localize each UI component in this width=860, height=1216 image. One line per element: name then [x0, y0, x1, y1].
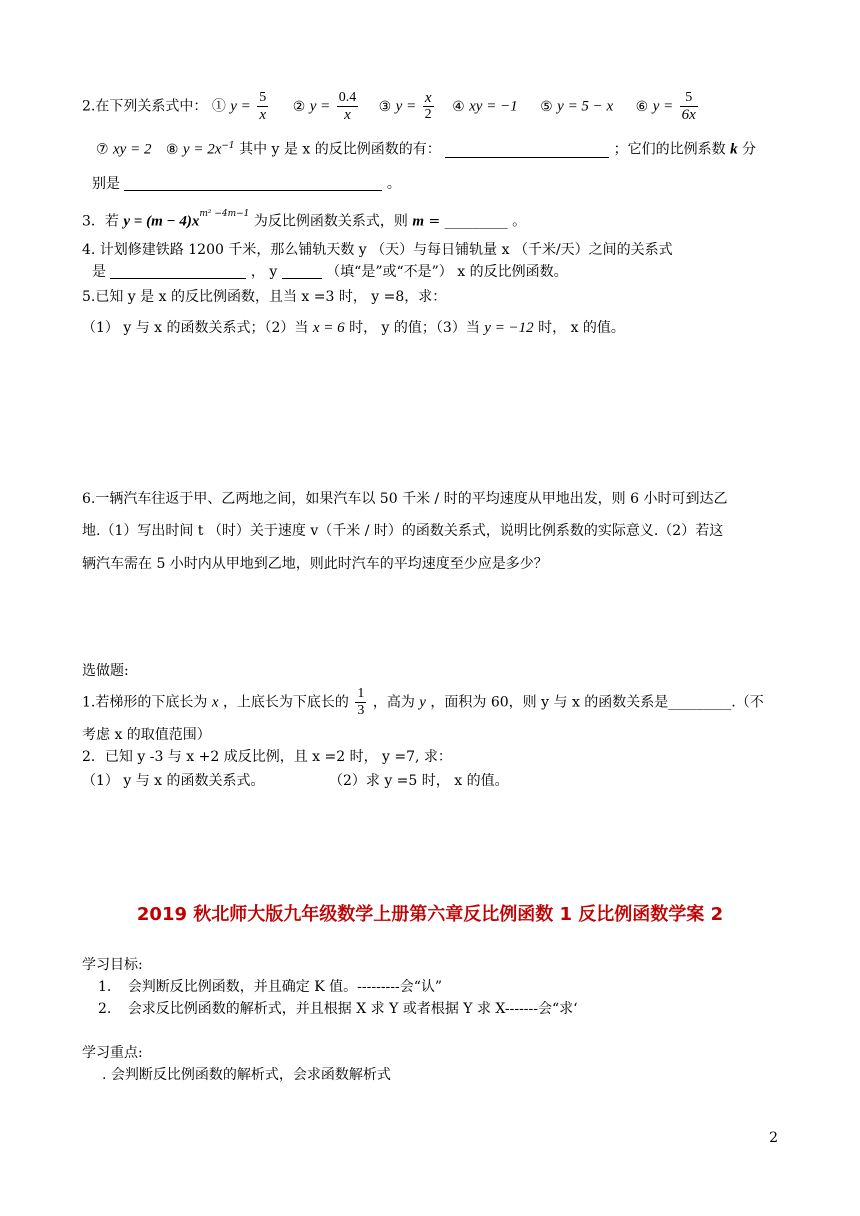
q2-line2 [96, 142, 756, 158]
denominator: x [337, 106, 359, 123]
q4-mid: ， y [250, 264, 278, 280]
focus-heading: 学习重点: [82, 1045, 143, 1061]
fraction [337, 90, 359, 123]
goals-heading: 学习目标: [82, 957, 143, 973]
q5-text: 时， x 的值。 [538, 320, 625, 336]
numerator: 0.4 [338, 90, 357, 105]
q3-line [82, 209, 527, 230]
q3-mid: 为反比例函数关系式，则 [253, 213, 408, 230]
math-y-eq: y = [652, 98, 674, 115]
math-m: m [412, 213, 424, 230]
goal-item-2 [98, 1002, 578, 1016]
q2-prefix: 2.在下列关系式中： [82, 98, 208, 115]
fraction [680, 90, 698, 123]
q2-line1 [82, 90, 700, 123]
q3-end: 。 [512, 213, 527, 230]
opt-q1-text: 1.若梯形的下底长为 [82, 694, 208, 711]
goal-number: 1. [98, 979, 112, 995]
answer-blank[interactable] [124, 176, 382, 191]
answer-blank[interactable] [110, 264, 246, 279]
math-expr: y = 5 − x [557, 98, 614, 115]
focus-item: . 会判断反比例函数的解析式，会求函数解析式 [102, 1067, 391, 1083]
numerator: 5 [259, 90, 267, 105]
denominator: 2 [424, 107, 432, 122]
math-y: y [419, 694, 426, 711]
option-marker: ④ [452, 98, 465, 115]
goal-number: 2. [98, 1001, 112, 1017]
fraction [423, 90, 434, 123]
option-marker: ② [292, 98, 306, 115]
opt-q1-text: ，高为 [372, 694, 415, 711]
goal-text: 会判断反比例函数，并且确定 K 值。---------会“认” [127, 979, 443, 995]
option-marker: ③ [378, 98, 392, 115]
goal-item-1 [98, 980, 442, 994]
page-title: 2019 秋北师大版九年级数学上册第六章反比例函数 1 反比例函数学案 2 [136, 904, 724, 925]
numerator: x [424, 90, 432, 106]
option-marker: ① [211, 98, 226, 115]
q4-line1: 4. 计划修建铁路 1200 千米，那么铺轨天数 y （天）与每日铺轨量 x （千米/天）之间的关系式 [82, 242, 673, 258]
goal-text: 会求反比例函数的解析式，并且根据 X 求 Y 或者根据 Y 求 X-------会“求‘ [127, 1001, 578, 1017]
q5-line1: 5.已知 y 是 x 的反比例函数，且当 x =3 时， y =8，求： [82, 289, 447, 305]
q3-start: 3．若 [82, 213, 119, 230]
math-k: k [730, 141, 738, 158]
answer-blank[interactable]: _________ [444, 213, 508, 230]
math-y-eq: y = [309, 98, 331, 115]
math-sup: −1 [221, 141, 235, 151]
math-expr: xy = −1 [469, 98, 518, 115]
optional-q2-line2 [82, 774, 509, 788]
optional-q2-line1: 2．已知 y -3 与 x +2 成反比例，且 x =2 时， y =7, 求： [82, 749, 452, 765]
answer-blank[interactable] [282, 264, 322, 279]
page-number: 2 [769, 1130, 778, 1146]
q2-line3 [92, 176, 401, 191]
opt-q1-text: ，面积为 60，则 y 与 x 的函数关系是_________.（不 [430, 694, 764, 711]
math-expr: x = 6 [312, 320, 345, 336]
q5-text: （1） y 与 x 的函数关系式；（2）当 [82, 320, 309, 336]
option-marker: ⑧ [165, 141, 179, 158]
fraction [355, 686, 366, 719]
denominator: 3 [357, 703, 365, 718]
q4-start: 是 [92, 264, 106, 280]
q2-end: 分 [742, 141, 757, 158]
math-y-eq: y = [395, 98, 417, 115]
opt-q2-part2: （2）求 y =5 时， x 的值。 [328, 773, 509, 789]
optional-heading: 选做题: [82, 663, 129, 679]
option-marker: ⑦ [96, 141, 109, 158]
denominator: x [257, 106, 268, 123]
q5-line2 [82, 321, 625, 336]
math-expr: y = 2x [182, 141, 222, 158]
fraction [257, 90, 268, 123]
q4-line2 [92, 264, 568, 279]
q6-line2: 地.（1）写出时间 t （时）关于速度 v（千米 / 时）的函数关系式，说明比例系数的实际意义.（2）若这 [82, 523, 724, 539]
math-x: x [211, 694, 219, 711]
option-marker: ⑥ [635, 98, 649, 115]
q2-tail: ；它们的比例系数 [613, 141, 726, 158]
math-expr: y = (m − 4)x [123, 213, 200, 230]
option-marker: ⑤ [540, 98, 553, 115]
math-expr: y = −12 [484, 320, 534, 336]
q2-text: 其中 y 是 x 的反比例函数的有： [239, 141, 441, 158]
q4-end: （填“是”或“不是”） x 的反比例函数。 [326, 264, 568, 280]
math-y-eq: y = [230, 98, 251, 115]
optional-q1-line1 [82, 686, 764, 719]
opt-q1-text: ，上底长为下底长的 [222, 694, 349, 711]
q5-text: 时， y 的值；（3）当 [349, 320, 480, 336]
optional-q1-line2: 考虑 x 的取值范围） [82, 727, 211, 743]
q6-line1: 6.一辆汽车往返于甲、乙两地之间，如果汽车以 50 千米 / 时的平均速度从甲地出发，则 6 小时可到达乙 [82, 491, 728, 507]
numerator: 1 [357, 686, 365, 701]
q2-line3-end: 。 [386, 176, 401, 192]
math-expr: xy = 2 [113, 141, 152, 158]
q3-eq: = [428, 213, 441, 230]
q2-line3-start: 别是 [92, 176, 120, 192]
numerator: 5 [685, 90, 693, 105]
math-sup: m² −4m−1 [199, 209, 250, 219]
answer-blank[interactable] [445, 143, 609, 158]
q6-line3: 辆汽车需在 5 小时内从甲地到乙地，则此时汽车的平均速度至少应是多少？ [82, 556, 548, 572]
denominator: 6x [681, 107, 696, 123]
opt-q2-part1: （1） y 与 x 的函数关系式。 [82, 773, 265, 789]
